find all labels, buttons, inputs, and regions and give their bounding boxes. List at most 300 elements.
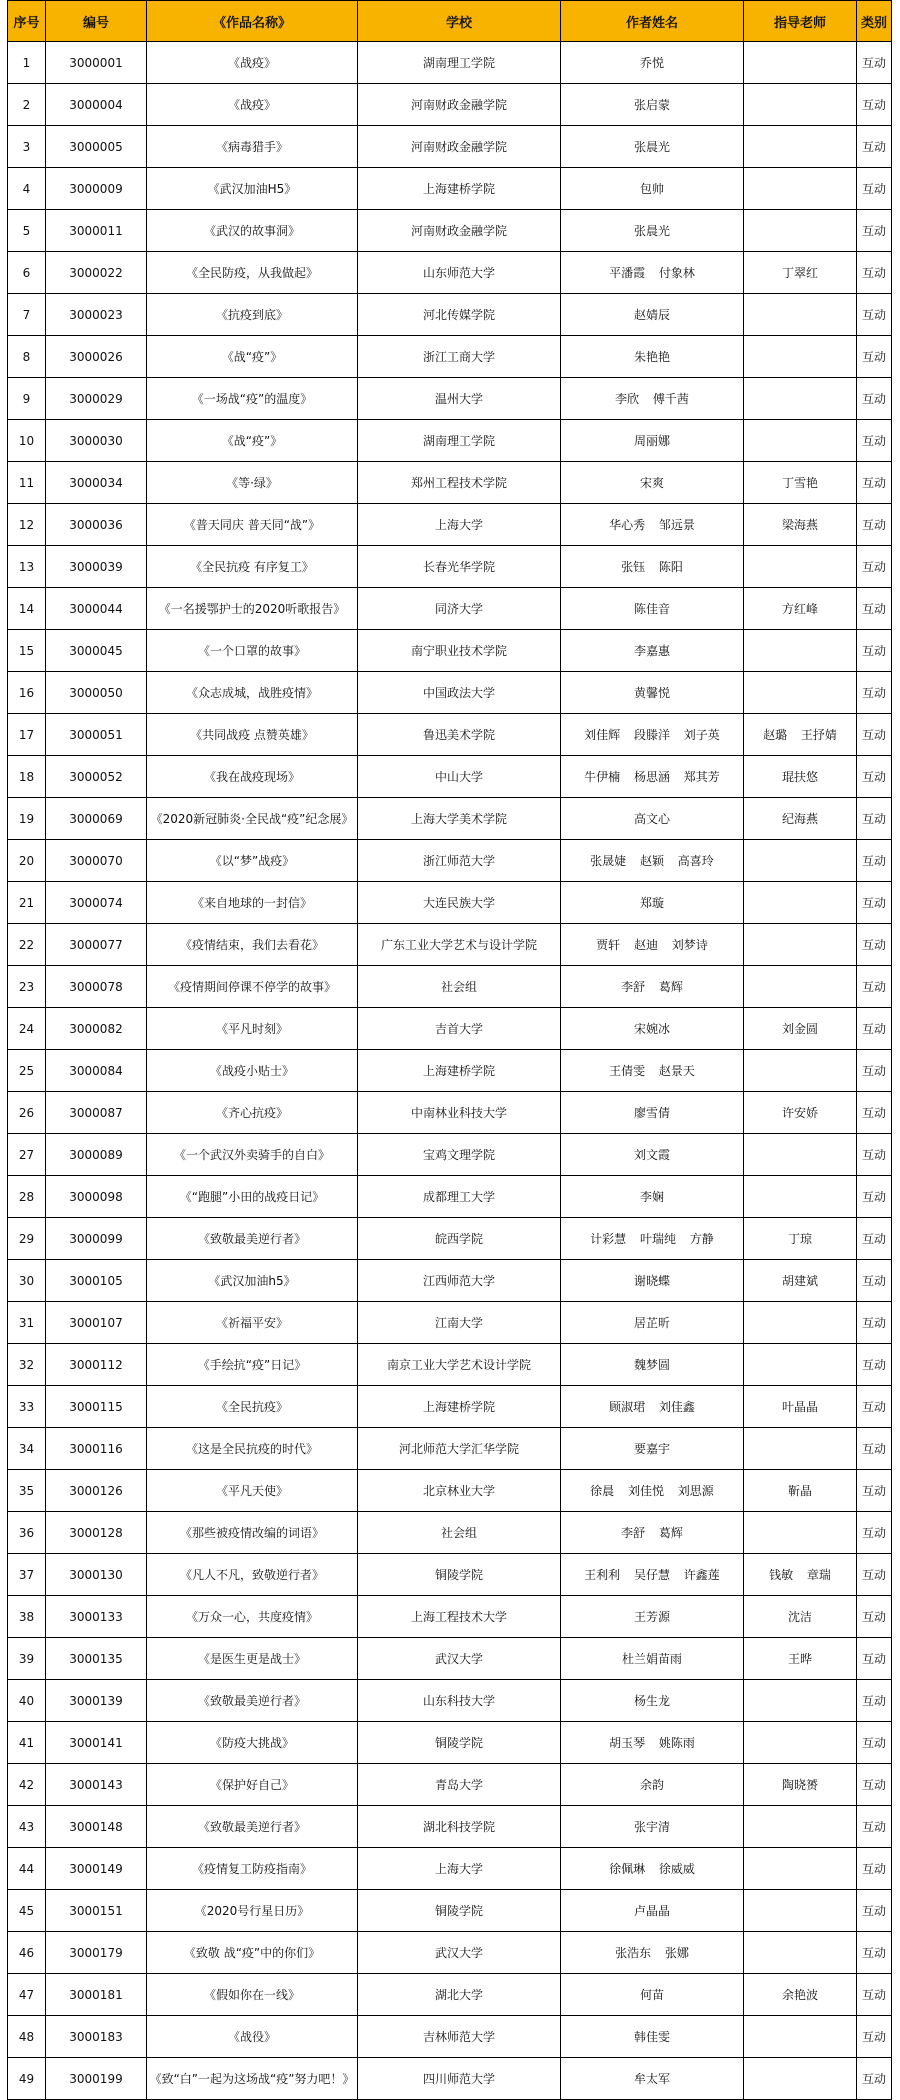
cell-code: 3000034 <box>46 462 147 504</box>
cell-advisor: 赵璐 王抒婧 <box>744 714 857 756</box>
cell-index: 5 <box>8 210 46 252</box>
cell-advisor <box>744 1302 857 1344</box>
cell-advisor <box>744 924 857 966</box>
cell-index: 38 <box>8 1596 46 1638</box>
cell-index: 37 <box>8 1554 46 1596</box>
cell-advisor <box>744 2058 857 2100</box>
table-row <box>8 1512 892 1554</box>
cell-code: 3000098 <box>46 1176 147 1218</box>
table-row <box>8 588 892 630</box>
cell-advisor: 靳晶 <box>744 1470 857 1512</box>
cell-work-title: 《防疫大挑战》 <box>147 1722 358 1764</box>
cell-code: 3000045 <box>46 630 147 672</box>
table-row <box>8 1596 892 1638</box>
cell-category: 互动 <box>857 1848 892 1890</box>
header-author: 作者姓名 <box>561 1 744 42</box>
table-row <box>8 84 892 126</box>
cell-work-title: 《致敬最美逆行者》 <box>147 1218 358 1260</box>
cell-school: 上海建桥学院 <box>358 168 561 210</box>
cell-author: 廖雪倩 <box>561 1092 744 1134</box>
cell-school: 湖南理工学院 <box>358 420 561 462</box>
cell-category: 互动 <box>857 1050 892 1092</box>
cell-author: 张浩东 张娜 <box>561 1932 744 1974</box>
table-row <box>8 1890 892 1932</box>
cell-author: 张晨光 <box>561 210 744 252</box>
cell-index: 47 <box>8 1974 46 2016</box>
cell-work-title: 《武汉加油H5》 <box>147 168 358 210</box>
cell-author: 张钰 陈阳 <box>561 546 744 588</box>
cell-author: 魏梦圆 <box>561 1344 744 1386</box>
cell-code: 3000130 <box>46 1554 147 1596</box>
award-table <box>7 0 892 2100</box>
cell-code: 3000199 <box>46 2058 147 2100</box>
cell-school: 上海大学 <box>358 504 561 546</box>
cell-category: 互动 <box>857 1134 892 1176</box>
table-row <box>8 1218 892 1260</box>
cell-code: 3000084 <box>46 1050 147 1092</box>
cell-code: 3000082 <box>46 1008 147 1050</box>
cell-index: 4 <box>8 168 46 210</box>
table-row <box>8 126 892 168</box>
cell-advisor <box>744 378 857 420</box>
cell-code: 3000026 <box>46 336 147 378</box>
table-row <box>8 1932 892 1974</box>
cell-category: 互动 <box>857 714 892 756</box>
cell-work-title: 《来自地球的一封信》 <box>147 882 358 924</box>
cell-work-title: 《战“疫”》 <box>147 336 358 378</box>
table-row <box>8 1806 892 1848</box>
table-row <box>8 1680 892 1722</box>
cell-code: 3000004 <box>46 84 147 126</box>
cell-author: 郑璇 <box>561 882 744 924</box>
cell-work-title: 《平凡天使》 <box>147 1470 358 1512</box>
cell-code: 3000052 <box>46 756 147 798</box>
cell-index: 27 <box>8 1134 46 1176</box>
cell-index: 29 <box>8 1218 46 1260</box>
cell-school: 郑州工程技术学院 <box>358 462 561 504</box>
cell-author: 乔悦 <box>561 42 744 84</box>
cell-advisor <box>744 966 857 1008</box>
cell-category: 互动 <box>857 1302 892 1344</box>
table-row <box>8 2058 892 2100</box>
cell-advisor: 纪海燕 <box>744 798 857 840</box>
cell-code: 3000023 <box>46 294 147 336</box>
cell-index: 19 <box>8 798 46 840</box>
cell-author: 李嘉惠 <box>561 630 744 672</box>
cell-advisor <box>744 1344 857 1386</box>
cell-category: 互动 <box>857 378 892 420</box>
cell-work-title: 《一个武汉外卖骑手的自白》 <box>147 1134 358 1176</box>
cell-category: 互动 <box>857 1638 892 1680</box>
cell-category: 互动 <box>857 420 892 462</box>
cell-advisor <box>744 294 857 336</box>
table-row <box>8 1554 892 1596</box>
cell-author: 杨生龙 <box>561 1680 744 1722</box>
cell-category: 互动 <box>857 2058 892 2100</box>
cell-advisor: 胡建斌 <box>744 1260 857 1302</box>
cell-code: 3000099 <box>46 1218 147 1260</box>
header-category: 类别 <box>857 1 892 42</box>
cell-author: 韩佳雯 <box>561 2016 744 2058</box>
cell-school: 宝鸡文理学院 <box>358 1134 561 1176</box>
cell-advisor <box>744 1890 857 1932</box>
cell-work-title: 《致敬 战“疫”中的你们》 <box>147 1932 358 1974</box>
cell-author: 王倩雯 赵景天 <box>561 1050 744 1092</box>
cell-index: 18 <box>8 756 46 798</box>
cell-category: 互动 <box>857 1974 892 2016</box>
cell-index: 32 <box>8 1344 46 1386</box>
cell-work-title: 《致敬最美逆行者》 <box>147 1680 358 1722</box>
cell-school: 铜陵学院 <box>358 1722 561 1764</box>
cell-work-title: 《凡人不凡，致敬逆行者》 <box>147 1554 358 1596</box>
cell-advisor <box>744 1428 857 1470</box>
table-row <box>8 714 892 756</box>
table-row <box>8 1764 892 1806</box>
cell-category: 互动 <box>857 126 892 168</box>
cell-index: 25 <box>8 1050 46 1092</box>
cell-advisor: 梁海燕 <box>744 504 857 546</box>
cell-advisor <box>744 420 857 462</box>
cell-code: 3000005 <box>46 126 147 168</box>
cell-school: 湖北大学 <box>358 1974 561 2016</box>
cell-advisor: 叶晶晶 <box>744 1386 857 1428</box>
cell-school: 南宁职业技术学院 <box>358 630 561 672</box>
table-row <box>8 546 892 588</box>
cell-code: 3000126 <box>46 1470 147 1512</box>
cell-school: 温州大学 <box>358 378 561 420</box>
cell-school: 中山大学 <box>358 756 561 798</box>
table-row <box>8 1092 892 1134</box>
cell-author: 王利利 吴仔慧 许鑫莲 <box>561 1554 744 1596</box>
cell-advisor: 琨扶悠 <box>744 756 857 798</box>
table-row <box>8 504 892 546</box>
table-row <box>8 924 892 966</box>
cell-advisor <box>744 336 857 378</box>
cell-code: 3000039 <box>46 546 147 588</box>
table-row <box>8 798 892 840</box>
cell-index: 22 <box>8 924 46 966</box>
cell-index: 6 <box>8 252 46 294</box>
cell-work-title: 《是医生更是战士》 <box>147 1638 358 1680</box>
cell-work-title: 《武汉的故事洞》 <box>147 210 358 252</box>
cell-advisor: 方红峰 <box>744 588 857 630</box>
header-code: 编号 <box>46 1 147 42</box>
cell-category: 互动 <box>857 294 892 336</box>
cell-code: 3000001 <box>46 42 147 84</box>
header-advisor: 指导老师 <box>744 1 857 42</box>
cell-school: 社会组 <box>358 966 561 1008</box>
cell-work-title: 《疫情期间停课不停学的故事》 <box>147 966 358 1008</box>
table-row <box>8 756 892 798</box>
cell-author: 牛伊楠 杨思涵 郑其芳 <box>561 756 744 798</box>
cell-work-title: 《战疫小贴士》 <box>147 1050 358 1092</box>
cell-school: 成都理工大学 <box>358 1176 561 1218</box>
cell-work-title: 《全民抗疫》 <box>147 1386 358 1428</box>
cell-category: 互动 <box>857 1680 892 1722</box>
cell-author: 胡玉琴 姚陈雨 <box>561 1722 744 1764</box>
cell-index: 14 <box>8 588 46 630</box>
cell-author: 华心秀 邹远景 <box>561 504 744 546</box>
cell-category: 互动 <box>857 1344 892 1386</box>
header-work-title: 《作品名称》 <box>147 1 358 42</box>
table-row <box>8 294 892 336</box>
cell-school: 上海大学美术学院 <box>358 798 561 840</box>
cell-code: 3000011 <box>46 210 147 252</box>
cell-index: 28 <box>8 1176 46 1218</box>
cell-index: 49 <box>8 2058 46 2100</box>
cell-category: 互动 <box>857 1890 892 1932</box>
table-row <box>8 840 892 882</box>
table-row <box>8 672 892 714</box>
cell-work-title: 《致敬最美逆行者》 <box>147 1806 358 1848</box>
cell-work-title: 《致“白”一起为这场战“疫”努力吧！》 <box>147 2058 358 2100</box>
cell-index: 10 <box>8 420 46 462</box>
cell-school: 河南财政金融学院 <box>358 126 561 168</box>
cell-advisor <box>744 882 857 924</box>
cell-index: 1 <box>8 42 46 84</box>
cell-work-title: 《“跑腿”小田的战疫日记》 <box>147 1176 358 1218</box>
cell-author: 刘佳辉 段滕洋 刘子英 <box>561 714 744 756</box>
cell-index: 35 <box>8 1470 46 1512</box>
cell-index: 2 <box>8 84 46 126</box>
cell-school: 上海建桥学院 <box>358 1386 561 1428</box>
cell-work-title: 《武汉加油h5》 <box>147 1260 358 1302</box>
cell-category: 互动 <box>857 882 892 924</box>
cell-category: 互动 <box>857 1008 892 1050</box>
cell-school: 浙江工商大学 <box>358 336 561 378</box>
cell-author: 余韵 <box>561 1764 744 1806</box>
cell-index: 34 <box>8 1428 46 1470</box>
table-row <box>8 336 892 378</box>
cell-advisor: 许安娇 <box>744 1092 857 1134</box>
cell-advisor <box>744 1932 857 1974</box>
cell-school: 北京林业大学 <box>358 1470 561 1512</box>
cell-index: 12 <box>8 504 46 546</box>
cell-index: 8 <box>8 336 46 378</box>
cell-index: 9 <box>8 378 46 420</box>
cell-advisor: 王晔 <box>744 1638 857 1680</box>
cell-category: 互动 <box>857 1470 892 1512</box>
cell-code: 3000151 <box>46 1890 147 1932</box>
cell-code: 3000135 <box>46 1638 147 1680</box>
cell-advisor <box>744 2016 857 2058</box>
cell-advisor: 刘金圆 <box>744 1008 857 1050</box>
cell-author: 陈佳音 <box>561 588 744 630</box>
cell-category: 互动 <box>857 588 892 630</box>
cell-category: 互动 <box>857 210 892 252</box>
table-row <box>8 1428 892 1470</box>
cell-school: 长春光华学院 <box>358 546 561 588</box>
cell-author: 贾轩 赵迪 刘梦诗 <box>561 924 744 966</box>
cell-index: 46 <box>8 1932 46 1974</box>
cell-index: 13 <box>8 546 46 588</box>
cell-code: 3000077 <box>46 924 147 966</box>
cell-code: 3000089 <box>46 1134 147 1176</box>
cell-category: 互动 <box>857 1176 892 1218</box>
cell-category: 互动 <box>857 924 892 966</box>
cell-school: 湖北科技学院 <box>358 1806 561 1848</box>
cell-author: 黄馨悦 <box>561 672 744 714</box>
cell-author: 包帅 <box>561 168 744 210</box>
cell-code: 3000116 <box>46 1428 147 1470</box>
table-row <box>8 882 892 924</box>
cell-index: 33 <box>8 1386 46 1428</box>
cell-work-title: 《共同战疫 点赞英雄》 <box>147 714 358 756</box>
cell-school: 铜陵学院 <box>358 1554 561 1596</box>
cell-index: 20 <box>8 840 46 882</box>
cell-code: 3000181 <box>46 1974 147 2016</box>
cell-code: 3000029 <box>46 378 147 420</box>
cell-code: 3000078 <box>46 966 147 1008</box>
cell-author: 居芷昕 <box>561 1302 744 1344</box>
cell-school: 上海建桥学院 <box>358 1050 561 1092</box>
cell-advisor: 丁雪艳 <box>744 462 857 504</box>
cell-work-title: 《病毒猎手》 <box>147 126 358 168</box>
cell-index: 23 <box>8 966 46 1008</box>
cell-index: 16 <box>8 672 46 714</box>
header-index: 序号 <box>8 1 46 42</box>
cell-author: 李舒 葛辉 <box>561 1512 744 1554</box>
table-row <box>8 1260 892 1302</box>
cell-author: 卢晶晶 <box>561 1890 744 1932</box>
table-row <box>8 1344 892 1386</box>
cell-index: 7 <box>8 294 46 336</box>
cell-school: 上海工程技术大学 <box>358 1596 561 1638</box>
cell-category: 互动 <box>857 2016 892 2058</box>
cell-category: 互动 <box>857 252 892 294</box>
cell-index: 43 <box>8 1806 46 1848</box>
cell-advisor <box>744 1134 857 1176</box>
cell-advisor: 沈洁 <box>744 1596 857 1638</box>
cell-work-title: 《全民抗疫 有序复工》 <box>147 546 358 588</box>
cell-author: 高文心 <box>561 798 744 840</box>
cell-category: 互动 <box>857 1596 892 1638</box>
cell-index: 3 <box>8 126 46 168</box>
cell-school: 河北师范大学汇华学院 <box>358 1428 561 1470</box>
cell-index: 30 <box>8 1260 46 1302</box>
cell-advisor <box>744 672 857 714</box>
cell-category: 互动 <box>857 1932 892 1974</box>
cell-author: 牟太军 <box>561 2058 744 2100</box>
table-row <box>8 1848 892 1890</box>
cell-code: 3000133 <box>46 1596 147 1638</box>
cell-author: 平潘霞 付象林 <box>561 252 744 294</box>
cell-school: 山东科技大学 <box>358 1680 561 1722</box>
table-row <box>8 378 892 420</box>
cell-code: 3000074 <box>46 882 147 924</box>
cell-advisor <box>744 210 857 252</box>
cell-category: 互动 <box>857 1806 892 1848</box>
cell-index: 15 <box>8 630 46 672</box>
cell-category: 互动 <box>857 546 892 588</box>
cell-category: 互动 <box>857 1428 892 1470</box>
cell-work-title: 《战“疫”》 <box>147 420 358 462</box>
cell-index: 42 <box>8 1764 46 1806</box>
cell-category: 互动 <box>857 1218 892 1260</box>
table-row <box>8 1722 892 1764</box>
cell-advisor <box>744 1176 857 1218</box>
header-row <box>8 1 892 42</box>
cell-index: 24 <box>8 1008 46 1050</box>
cell-author: 宋婉冰 <box>561 1008 744 1050</box>
cell-author: 张宇清 <box>561 1806 744 1848</box>
cell-category: 互动 <box>857 630 892 672</box>
cell-school: 浙江师范大学 <box>358 840 561 882</box>
table-row <box>8 630 892 672</box>
cell-school: 山东师范大学 <box>358 252 561 294</box>
cell-advisor <box>744 126 857 168</box>
cell-work-title: 《平凡时刻》 <box>147 1008 358 1050</box>
cell-category: 互动 <box>857 840 892 882</box>
cell-advisor: 丁琼 <box>744 1218 857 1260</box>
cell-author: 计彩慧 叶瑞纯 方静 <box>561 1218 744 1260</box>
cell-author: 何苗 <box>561 1974 744 2016</box>
cell-work-title: 《战疫》 <box>147 84 358 126</box>
cell-code: 3000087 <box>46 1092 147 1134</box>
cell-category: 互动 <box>857 672 892 714</box>
cell-school: 社会组 <box>358 1512 561 1554</box>
cell-advisor <box>744 168 857 210</box>
cell-author: 杜兰娟苗雨 <box>561 1638 744 1680</box>
cell-school: 武汉大学 <box>358 1932 561 1974</box>
cell-work-title: 《疫情复工防疫指南》 <box>147 1848 358 1890</box>
cell-school: 湖南理工学院 <box>358 42 561 84</box>
cell-index: 36 <box>8 1512 46 1554</box>
cell-code: 3000044 <box>46 588 147 630</box>
cell-school: 青岛大学 <box>358 1764 561 1806</box>
cell-category: 互动 <box>857 966 892 1008</box>
table-row <box>8 1008 892 1050</box>
cell-work-title: 《普天同庆 普天同“战”》 <box>147 504 358 546</box>
cell-school: 武汉大学 <box>358 1638 561 1680</box>
cell-code: 3000051 <box>46 714 147 756</box>
cell-category: 互动 <box>857 1764 892 1806</box>
table-row <box>8 2016 892 2058</box>
cell-author: 张晟婕 赵颖 高喜玲 <box>561 840 744 882</box>
table-row <box>8 1974 892 2016</box>
cell-work-title: 《2020新冠肺炎·全民战“疫”纪念展》 <box>147 798 358 840</box>
table-row <box>8 210 892 252</box>
table-row <box>8 1302 892 1344</box>
cell-category: 互动 <box>857 798 892 840</box>
cell-advisor <box>744 42 857 84</box>
cell-author: 徐佩琳 徐威威 <box>561 1848 744 1890</box>
cell-school: 四川师范大学 <box>358 2058 561 2100</box>
cell-code: 3000050 <box>46 672 147 714</box>
cell-school: 皖西学院 <box>358 1218 561 1260</box>
cell-school: 鲁迅美术学院 <box>358 714 561 756</box>
cell-work-title: 《我在战疫现场》 <box>147 756 358 798</box>
cell-work-title: 《以“梦”战疫》 <box>147 840 358 882</box>
cell-work-title: 《2020号行星日历》 <box>147 1890 358 1932</box>
table-row <box>8 1176 892 1218</box>
table-row <box>8 168 892 210</box>
cell-school: 铜陵学院 <box>358 1890 561 1932</box>
cell-work-title: 《一个口罩的故事》 <box>147 630 358 672</box>
cell-code: 3000009 <box>46 168 147 210</box>
cell-work-title: 《一场战“疫”的温度》 <box>147 378 358 420</box>
cell-advisor <box>744 1848 857 1890</box>
cell-work-title: 《祈福平安》 <box>147 1302 358 1344</box>
cell-category: 互动 <box>857 504 892 546</box>
table-row <box>8 1386 892 1428</box>
cell-code: 3000141 <box>46 1722 147 1764</box>
cell-index: 39 <box>8 1638 46 1680</box>
cell-code: 3000022 <box>46 252 147 294</box>
cell-work-title: 《那些被疫情改编的词语》 <box>147 1512 358 1554</box>
cell-school: 河北传媒学院 <box>358 294 561 336</box>
cell-advisor <box>744 84 857 126</box>
